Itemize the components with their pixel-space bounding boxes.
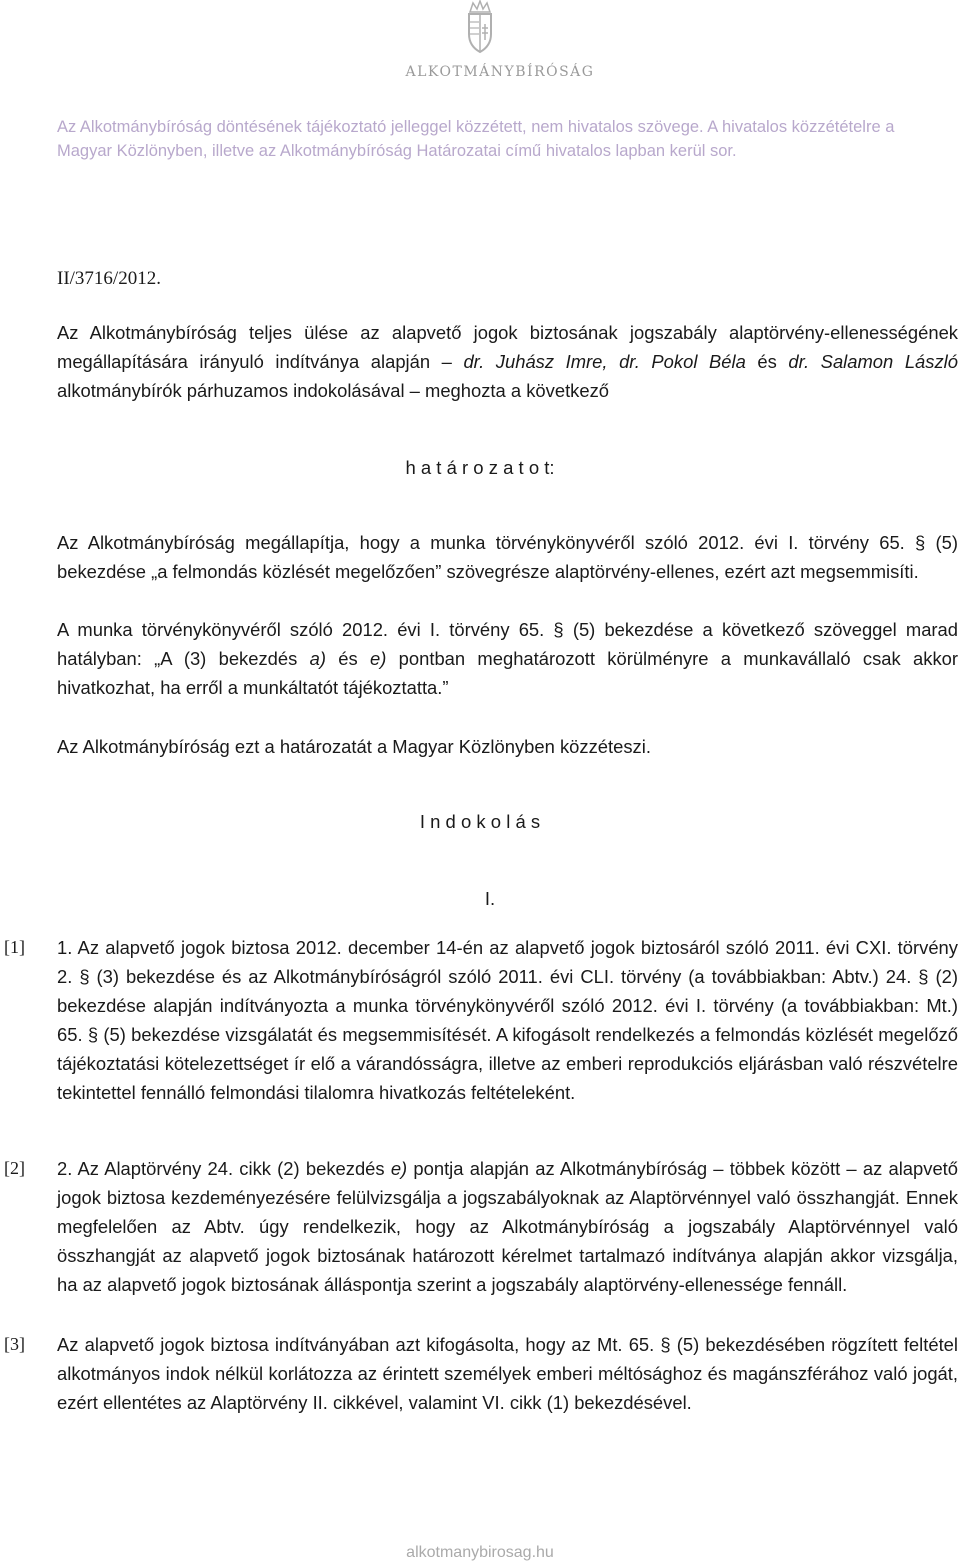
section-number: I.	[484, 888, 496, 909]
paragraph-number: [2]	[4, 1158, 25, 1178]
reasoning-heading: I n d o k o l á s	[419, 811, 541, 832]
reasoning-paragraph-3: Az alapvető jogok biztosa indítványában azt kifogásolta, hogy az Mt. 65. § (5) bekezdésében rögzített feltétel alkotmányos indok nélkül korlátozza az érintett személyek emberi méltósághoz és magánszférához való jogát, ezért ellentétes az Alaptörvény II. cikkével, valamint VI. cikk (1) bekezdésével.	[57, 1334, 958, 1413]
reasoning-paragraph-2: 2. Az Alaptörvény 24. cikk (2) bekezdés e) pontja alapján az Alkotmánybíróság – többek között – az alapvető jogok biztosa kezdeményezésére felülvizsgálja a jogszabályoknak az Alaptörvénnyel való összhangját. Ennek megfelelően az Abtv. úgy rendelkezik, hogy az Alkotmánybíróság a jogszabály Alaptörvénnyel való összhangját az alapvető jogok biztosának határozott kérelmet tartalmazó indítványa alapján akkor vizsgálja, ha az alapvető jogok biztosának álláspontja szerint a jogszabály alaptörvény-ellenessége fennáll.	[57, 1158, 959, 1295]
reasoning-paragraph-1: 1. Az alapvető jogok biztosa 2012. december 14-én az alapvető jogok biztosáról szóló 2011. évi CXI. törvény 2. § (3) bekezdése és az Alkotmánybíróságról szóló 2011. évi CLI. törvény (a továbbiakban: Abtv.) 24. § (2) bekezdése alapján indítványozta a munka törvénykönyvéről szóló 2012. évi I. törvény (a továbbiakban: Mt.) 65. § (5) bekezdése vizsgálatát és megsemmisítését. A kifogásolt rendelkezés a felmondás közlését megelőző tájékoztatási kötelezettséget ír elő a várandósságra, illetve az emberi reprodukciós eljárásban való részvételre tekintettel fennálló felmondási tilalomra hivatkozás feltételeként.	[57, 937, 958, 1103]
paragraph-number: [3]	[4, 1334, 25, 1354]
publication-notice: Az Alkotmánybíróság döntésének tájékoztató jelleggel közzétett, nem hivatalos szövege. A hivatalos közzétételre a Magyar Közlönyben, illetve az Alkotmánybíróság Határozatai című hivatalos lapban kerül sor.	[57, 118, 895, 160]
logo-text: ALKOTMÁNYBÍRÓSÁG	[405, 64, 595, 80]
coat-of-arms-logo	[440, 0, 520, 56]
ruling-paragraph-2: A munka törvénykönyvéről szóló 2012. évi I. törvény 65. § (5) bekezdése a következő szöveggel marad hatályban: „A (3) bekezdés a) és e) pontban meghatározott körülményre a munkavállaló csak akkor hivatkozhat, ha erről a munkáltatót tájékoztatta.”	[57, 619, 958, 698]
footer-url[interactable]: alkotmanybirosag.hu	[406, 1544, 554, 1561]
case-number: II/3716/2012.	[57, 268, 161, 289]
ruling-paragraph-3: Az Alkotmánybíróság ezt a határozatát a Magyar Közlönyben közzéteszi.	[57, 736, 651, 757]
paragraph-number: [1]	[4, 937, 25, 957]
ruling-heading: h a t á r o z a t o t:	[405, 457, 555, 478]
intro-paragraph: Az Alkotmánybíróság teljes ülése az alapvető jogok biztosának jogszabály alaptörvény-ellenességének megállapítására irányuló indítványa alapján – dr. Juhász Imre, dr. Pokol Béla és dr. Salamon László alkotmánybírók párhuzamos indokolásával – meghozta a következő	[57, 322, 958, 401]
ruling-paragraph-1: Az Alkotmánybíróság megállapítja, hogy a munka törvénykönyvéről szóló 2012. évi I. törvény 65. § (5) bekezdése „a felmondás közlését megelőzően” szövegrésze alaptörvény-ellenes, ezért azt megsemmisíti.	[57, 532, 958, 582]
